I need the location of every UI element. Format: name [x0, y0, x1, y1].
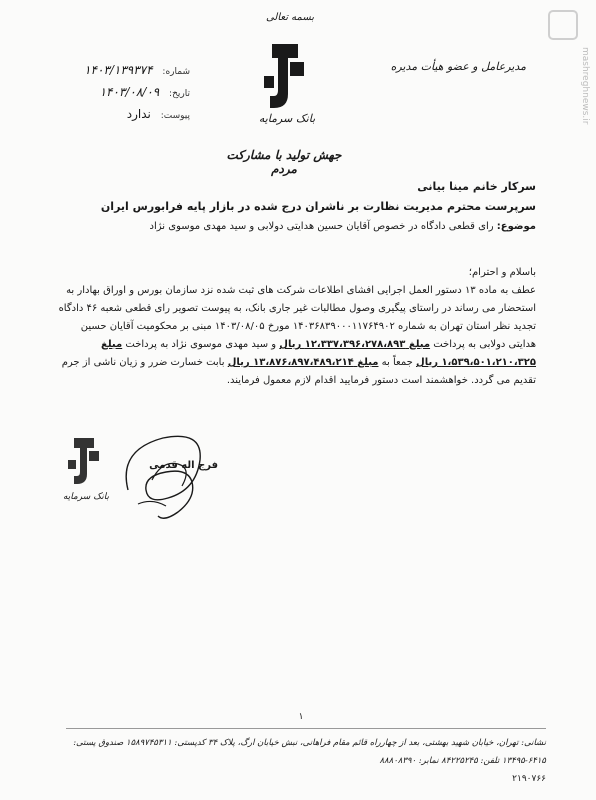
recipient-name: سرکار خانم مینا بیانی — [417, 180, 536, 193]
letter-date — [70, 82, 190, 104]
subject-label: موضوع: — [496, 221, 536, 232]
body-text-4: بابت خسارت ضرر و زیان ناشی از جرم تقدیم می گردد. خواهشمند است دستور فرمایید اقدام لازم معمول فرمایند. — [61, 357, 536, 386]
bismillah: بسمه تعالی — [265, 12, 315, 23]
footer — [66, 734, 546, 788]
attachment-label: پیوست: — [160, 111, 190, 121]
recipient-title: سرپرست محترم مدیریت نظارت بر ناشران درج شده در بازار پایه فرابورس ایران — [100, 200, 536, 213]
amount-2: مبلغ ۱،۵۳۹،۵۰۱،۲۱۰،۳۲۵ ریال — [101, 339, 536, 368]
watermark-site: mashreghnews.ir — [580, 46, 590, 124]
date-label: تاریخ: — [169, 89, 190, 99]
subject-line — [58, 218, 536, 236]
amount-3: مبلغ ۱۳،۸۷۶،۸۹۷،۴۸۹،۲۱۴ ریال — [227, 357, 379, 368]
body-text-1: عطف به ماده ۱۳ دستور العمل اجرایی افشای اطلاعات شرکت های ثبت شده نزد سازمان بورس و اوراق بهادار به استحضار می رساند در راستای پیگیری وصول مطالبات غیر جاری بانک، به پیوست تصویر رای قطعی شعبه ۴۶ دادگاه تجدید نظر استان تهران به شماره ۱۴۰۳۶۸۳۹۰۰۰۱۱۷۶۴۹۰۲ مورخ ۱۴۰۳/۰۸/۰۵ مبنی بر محکومیت آقایان حسین هدایتی دولابی به پرداخت — [58, 285, 536, 350]
sender-title: مدیرعامل و عضو هیأت مدیره — [390, 60, 526, 73]
attachment-value: ندارد — [126, 107, 151, 121]
footer-address: نشانی: تهران، خیابان شهید بهشتی، بعد از چهارراه قائم مقام فراهانی، نبش خیابان ارگ، پلاک ۳۴ کدپستی: ۱۵۸۹۷۴۵۳۱۱ صندوق پستی: ۶۴۱۵-۱۳۴۹۵ تلفن: ۸۴۲۲۵۲۴۵ نمابر: ۸۸۸۰۸۳۹۰ — [73, 738, 546, 766]
body-text-3: جمعاً به — [381, 357, 413, 368]
footer-divider — [66, 728, 546, 729]
stamp-logo-icon — [62, 432, 106, 492]
body-text-2: و سید مهدی موسوی نژاد به پرداخت — [125, 339, 277, 350]
subject-text: رای قطعی دادگاه در خصوص آقایان حسین هدایتی دولابی و سید مهدی موسوی نژاد — [149, 221, 494, 232]
greeting: باسلام و احترام؛ — [468, 267, 536, 278]
letter-attachment — [70, 104, 190, 126]
number-label: شماره: — [162, 67, 190, 77]
amount-1: مبلغ ۱۲،۳۳۷،۳۹۶،۲۷۸،۸۹۳ ریال — [279, 339, 431, 350]
slogan: جهش تولید با مشارکت مردم — [226, 148, 342, 176]
date-value: ۱۴۰۳/۰۸/۰۹ — [99, 85, 160, 99]
letter-number — [70, 60, 190, 82]
letter-meta — [70, 60, 190, 126]
footer-code: ۲۱۹۰۷۶۶ — [512, 774, 546, 784]
signature-icon — [108, 420, 228, 540]
stamp-text: بانک سرمایه — [62, 492, 110, 502]
number-value: ۱۴۰۳/۱۳۹۳۷۴ — [84, 63, 153, 77]
signer-name: فرج اله قدمی — [149, 460, 218, 471]
page-number: ۱ — [298, 712, 304, 722]
bank-name: بانک سرمایه — [258, 112, 316, 125]
letter-body — [58, 282, 536, 390]
